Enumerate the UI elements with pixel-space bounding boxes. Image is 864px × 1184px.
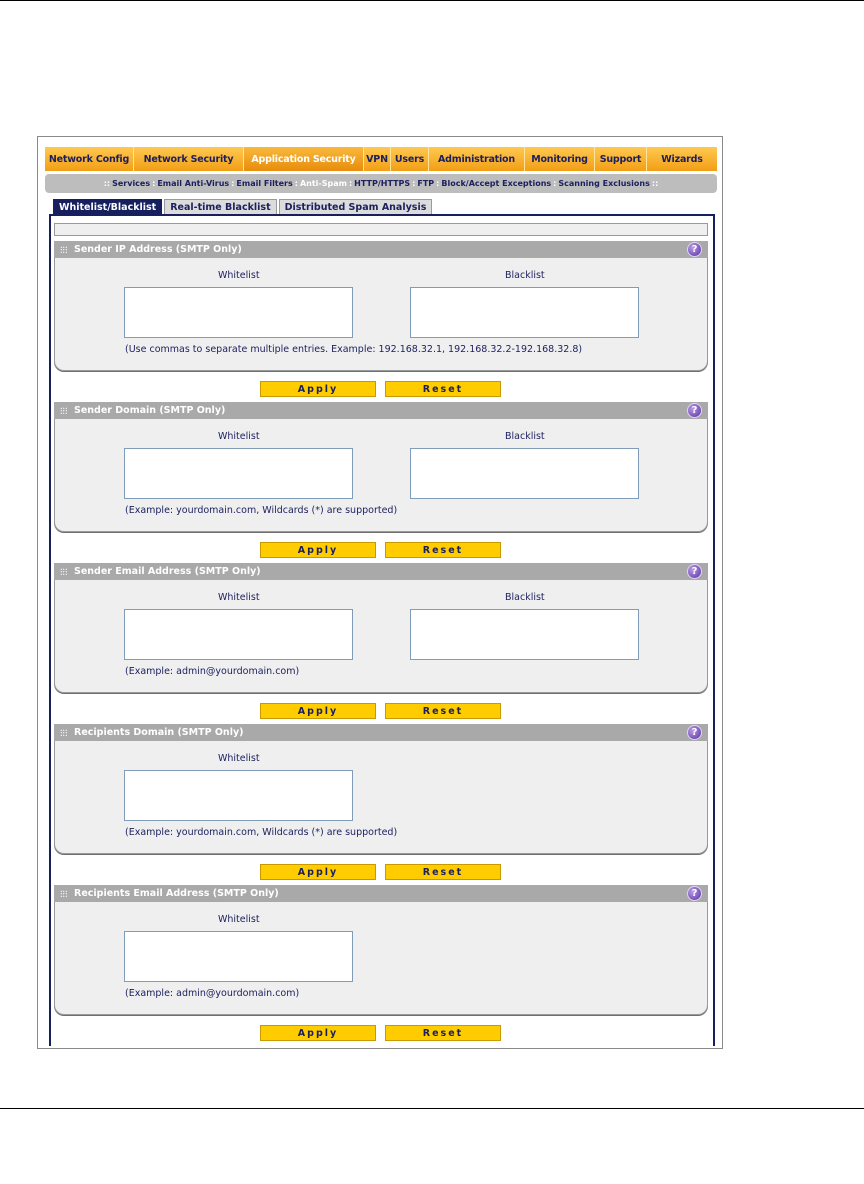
nav-application-security[interactable]: Application Security bbox=[244, 147, 364, 171]
main-nav bbox=[45, 147, 717, 171]
recipients-email-buttons bbox=[51, 1025, 717, 1041]
apply-button[interactable]: Apply bbox=[260, 542, 376, 558]
whitelist-label: Whitelist bbox=[218, 431, 260, 442]
blacklist-label: Blacklist bbox=[505, 270, 545, 281]
section-recipients-email bbox=[54, 885, 708, 1015]
grip-icon bbox=[60, 246, 67, 253]
subnav-http-https[interactable]: HTTP/HTTPS bbox=[354, 179, 411, 188]
section-body bbox=[54, 258, 708, 371]
blacklist-label: Blacklist bbox=[505, 431, 545, 442]
recipients-domain-buttons bbox=[51, 864, 717, 880]
section-header bbox=[54, 885, 708, 902]
tab-content bbox=[49, 214, 715, 1046]
message-bar bbox=[54, 223, 708, 236]
help-icon[interactable]: ? bbox=[687, 725, 702, 740]
nav-users[interactable]: Users bbox=[391, 147, 429, 171]
sender-domain-blacklist-input[interactable] bbox=[410, 448, 639, 499]
apply-button[interactable]: Apply bbox=[260, 381, 376, 397]
page-bottom-rule bbox=[0, 1108, 864, 1109]
whitelist-label: Whitelist bbox=[218, 914, 260, 925]
reset-button[interactable]: Reset bbox=[385, 542, 501, 558]
help-icon[interactable]: ? bbox=[687, 403, 702, 418]
sender-domain-buttons bbox=[51, 542, 717, 558]
section-title: Recipients Domain (SMTP Only) bbox=[74, 727, 244, 738]
apply-button[interactable]: Apply bbox=[260, 703, 376, 719]
subnav-block-accept-exceptions[interactable]: Block/Accept Exceptions bbox=[441, 179, 552, 188]
nav-network-security[interactable]: Network Security bbox=[134, 147, 244, 171]
grip-icon bbox=[60, 407, 67, 414]
recipients-domain-whitelist-input[interactable] bbox=[124, 770, 353, 821]
help-icon[interactable]: ? bbox=[687, 886, 702, 901]
help-icon[interactable]: ? bbox=[687, 564, 702, 579]
section-hint: (Example: admin@yourdomain.com) bbox=[125, 988, 300, 999]
sender-email-blacklist-input[interactable] bbox=[410, 609, 639, 660]
section-hint: (Use commas to separate multiple entries. Example: 192.168.32.1, 192.168.32.2-192.168.32.8) bbox=[125, 344, 583, 355]
grip-icon bbox=[60, 568, 67, 575]
whitelist-label: Whitelist bbox=[218, 753, 260, 764]
screenshot-frame bbox=[37, 136, 723, 1049]
nav-support[interactable]: Support bbox=[595, 147, 647, 171]
grip-icon bbox=[60, 890, 67, 897]
reset-button[interactable]: Reset bbox=[385, 703, 501, 719]
tab-real-time-blacklist[interactable]: Real-time Blacklist bbox=[164, 199, 276, 214]
sub-nav: :: Services : Email Anti-Virus : Email Filters : Anti-Spam : HTTP/HTTPS : FTP : Block/Accept Exceptions : Scanning Exclusions :: bbox=[45, 174, 717, 193]
grip-icon bbox=[60, 729, 67, 736]
subnav-scanning-exclusions[interactable]: Scanning Exclusions bbox=[558, 179, 650, 188]
whitelist-label: Whitelist bbox=[218, 592, 260, 603]
section-sender-ip bbox=[54, 241, 708, 371]
section-header bbox=[54, 724, 708, 741]
help-icon[interactable]: ? bbox=[687, 242, 702, 257]
reset-button[interactable]: Reset bbox=[385, 864, 501, 880]
section-body bbox=[54, 741, 708, 854]
subnav-services[interactable]: Services bbox=[112, 179, 151, 188]
recipients-email-whitelist-input[interactable] bbox=[124, 931, 353, 982]
sender-email-whitelist-input[interactable] bbox=[124, 609, 353, 660]
section-title: Recipients Email Address (SMTP Only) bbox=[74, 888, 279, 899]
section-title: Sender Domain (SMTP Only) bbox=[74, 405, 226, 416]
subnav-ftp[interactable]: FTP bbox=[417, 179, 435, 188]
sender-ip-whitelist-input[interactable] bbox=[124, 287, 353, 338]
section-header bbox=[54, 402, 708, 419]
section-hint: (Example: admin@yourdomain.com) bbox=[125, 666, 300, 677]
section-body bbox=[54, 902, 708, 1015]
nav-administration[interactable]: Administration bbox=[429, 147, 525, 171]
sender-ip-blacklist-input[interactable] bbox=[410, 287, 639, 338]
section-header bbox=[54, 563, 708, 580]
section-header bbox=[54, 241, 708, 258]
section-title: Sender Email Address (SMTP Only) bbox=[74, 566, 261, 577]
sender-domain-whitelist-input[interactable] bbox=[124, 448, 353, 499]
nav-vpn[interactable]: VPN bbox=[364, 147, 391, 171]
section-hint: (Example: yourdomain.com, Wildcards (*) are supported) bbox=[125, 505, 398, 516]
tab-bar bbox=[53, 199, 434, 214]
apply-button[interactable]: Apply bbox=[260, 1025, 376, 1041]
reset-button[interactable]: Reset bbox=[385, 381, 501, 397]
blacklist-label: Blacklist bbox=[505, 592, 545, 603]
section-body bbox=[54, 580, 708, 693]
subnav-email-anti-virus[interactable]: Email Anti-Virus bbox=[157, 179, 230, 188]
sender-ip-buttons bbox=[51, 381, 717, 397]
nav-wizards[interactable]: Wizards bbox=[647, 147, 717, 171]
section-title: Sender IP Address (SMTP Only) bbox=[74, 244, 242, 255]
tab-distributed-spam-analysis[interactable]: Distributed Spam Analysis bbox=[279, 199, 433, 214]
section-sender-domain bbox=[54, 402, 708, 532]
section-recipients-domain bbox=[54, 724, 708, 854]
whitelist-label: Whitelist bbox=[218, 270, 260, 281]
section-hint: (Example: yourdomain.com, Wildcards (*) are supported) bbox=[125, 827, 398, 838]
subnav-email-filters[interactable]: Email Filters bbox=[236, 179, 293, 188]
apply-button[interactable]: Apply bbox=[260, 864, 376, 880]
reset-button[interactable]: Reset bbox=[385, 1025, 501, 1041]
tab-whitelist-blacklist[interactable]: Whitelist/Blacklist bbox=[53, 199, 162, 214]
nav-network-config[interactable]: Network Config bbox=[45, 147, 134, 171]
subnav-anti-spam[interactable]: Anti-Spam bbox=[299, 179, 347, 188]
section-sender-email bbox=[54, 563, 708, 693]
sender-email-buttons bbox=[51, 703, 717, 719]
nav-monitoring[interactable]: Monitoring bbox=[525, 147, 595, 171]
section-body bbox=[54, 419, 708, 532]
page-top-rule bbox=[0, 0, 864, 1]
